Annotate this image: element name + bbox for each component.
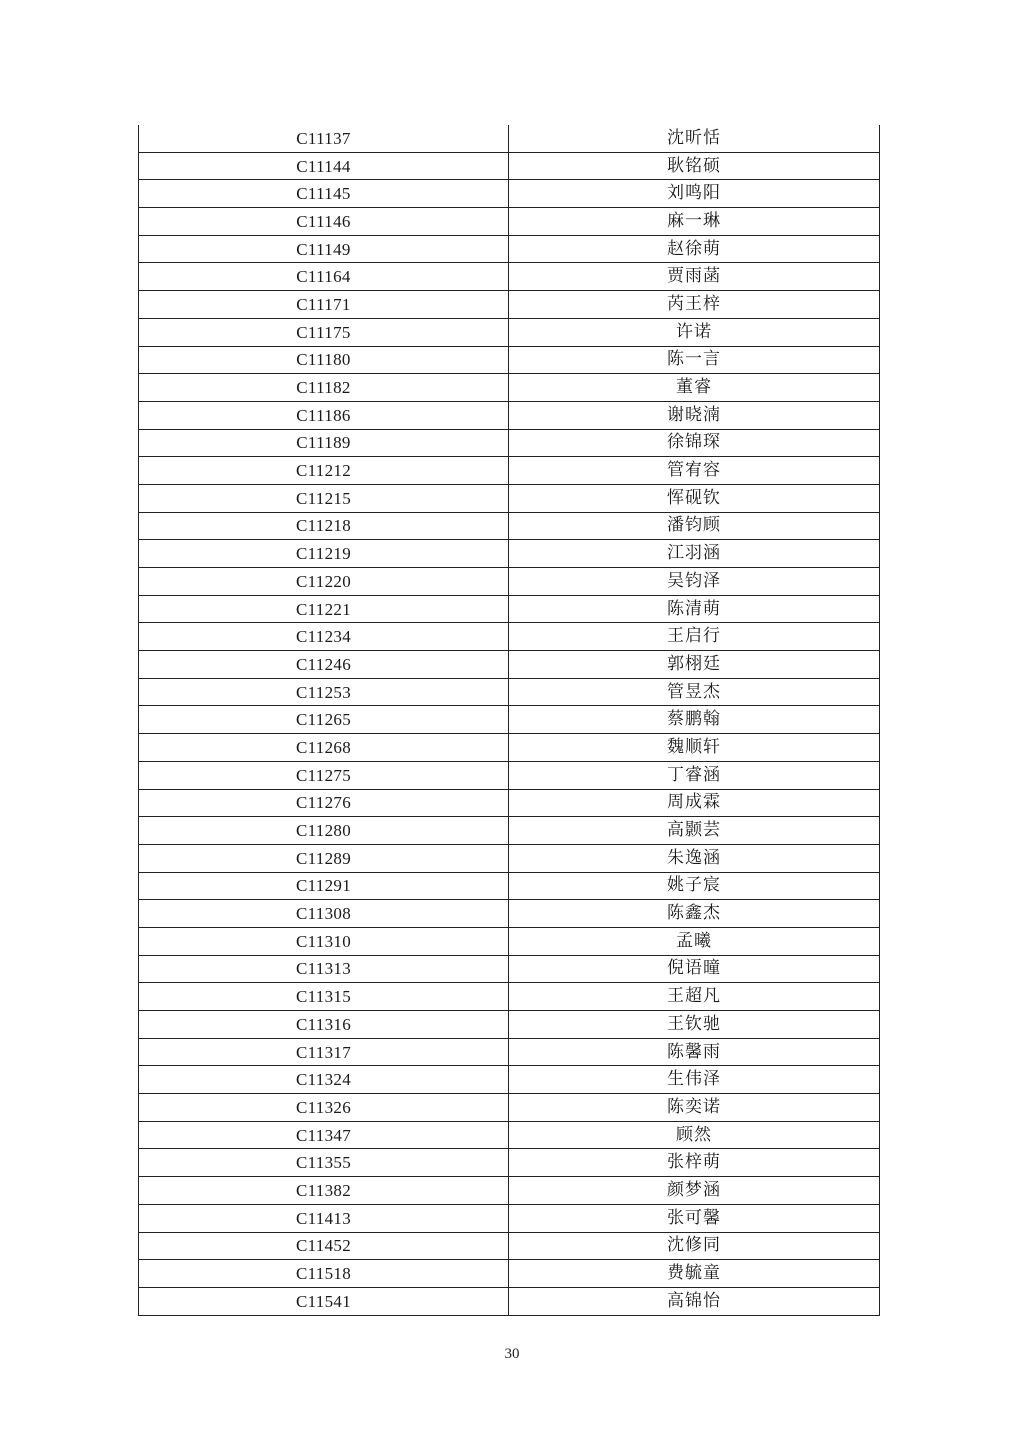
candidate-code-cell: C11518 — [139, 1260, 509, 1288]
candidate-code-cell: C11175 — [139, 318, 509, 346]
table-row — [139, 844, 880, 872]
table-row — [139, 540, 880, 568]
candidate-code-cell: C11212 — [139, 457, 509, 485]
candidate-code-cell: C11234 — [139, 623, 509, 651]
table-row — [139, 457, 880, 485]
candidate-code-cell: C11137 — [139, 125, 509, 152]
candidate-code-cell: C11317 — [139, 1038, 509, 1066]
table-row — [139, 346, 880, 374]
candidate-name-cell: 王钦驰 — [509, 1011, 880, 1039]
candidate-code-cell: C11246 — [139, 651, 509, 679]
candidate-code-cell: C11276 — [139, 789, 509, 817]
candidate-code-cell: C11149 — [139, 235, 509, 263]
candidate-code-cell: C11280 — [139, 817, 509, 845]
candidate-code-cell: C11171 — [139, 291, 509, 319]
candidate-code-cell: C11310 — [139, 927, 509, 955]
table-row — [139, 208, 880, 236]
table-row — [139, 595, 880, 623]
table-row — [139, 927, 880, 955]
table-row — [139, 1066, 880, 1094]
candidate-name-cell: 陈奕诺 — [509, 1094, 880, 1122]
candidate-code-cell: C11218 — [139, 512, 509, 540]
table-row — [139, 623, 880, 651]
table-row — [139, 125, 880, 152]
table-row — [139, 1177, 880, 1205]
candidate-name-cell: 周成霖 — [509, 789, 880, 817]
table-row — [139, 955, 880, 983]
candidate-name-cell: 贾雨菡 — [509, 263, 880, 291]
candidate-name-cell: 顾然 — [509, 1121, 880, 1149]
candidate-name-cell: 恽砚钦 — [509, 484, 880, 512]
table-row — [139, 872, 880, 900]
table-row — [139, 152, 880, 180]
table-row — [139, 1287, 880, 1315]
candidate-code-cell: C11215 — [139, 484, 509, 512]
candidate-name-cell: 倪语曈 — [509, 955, 880, 983]
candidate-code-cell: C11180 — [139, 346, 509, 374]
candidate-code-cell: C11221 — [139, 595, 509, 623]
candidate-code-cell: C11313 — [139, 955, 509, 983]
table-row — [139, 1011, 880, 1039]
table-row — [139, 484, 880, 512]
table-row — [139, 180, 880, 208]
candidate-name-cell: 王启行 — [509, 623, 880, 651]
candidate-code-cell: C11219 — [139, 540, 509, 568]
candidate-name-cell: 吴钧泽 — [509, 568, 880, 596]
candidate-name-cell: 张可馨 — [509, 1204, 880, 1232]
table-row — [139, 1232, 880, 1260]
candidate-code-cell: C11265 — [139, 706, 509, 734]
candidate-name-cell: 陈清萌 — [509, 595, 880, 623]
candidate-name-cell: 赵徐萌 — [509, 235, 880, 263]
table-row — [139, 983, 880, 1011]
roster-table-body — [139, 125, 880, 1315]
table-row — [139, 401, 880, 429]
candidate-name-cell: 许诺 — [509, 318, 880, 346]
candidate-name-cell: 谢晓湳 — [509, 401, 880, 429]
candidate-code-cell: C11275 — [139, 761, 509, 789]
candidate-name-cell: 孟曦 — [509, 927, 880, 955]
candidate-name-cell: 耿铭硕 — [509, 152, 880, 180]
table-row — [139, 678, 880, 706]
candidate-code-cell: C11316 — [139, 1011, 509, 1039]
candidate-code-cell: C11315 — [139, 983, 509, 1011]
candidate-name-cell: 管昱杰 — [509, 678, 880, 706]
candidate-code-cell: C11253 — [139, 678, 509, 706]
candidate-name-cell: 蔡鹏翰 — [509, 706, 880, 734]
candidate-name-cell: 张梓萌 — [509, 1149, 880, 1177]
table-row — [139, 568, 880, 596]
candidate-name-cell: 徐锦琛 — [509, 429, 880, 457]
candidate-name-cell: 魏顺轩 — [509, 734, 880, 762]
candidate-name-cell: 刘鸣阳 — [509, 180, 880, 208]
roster-table — [138, 125, 880, 1316]
candidate-code-cell: C11347 — [139, 1121, 509, 1149]
candidate-code-cell: C11324 — [139, 1066, 509, 1094]
candidate-name-cell: 高颢芸 — [509, 817, 880, 845]
table-row — [139, 651, 880, 679]
candidate-name-cell: 高锦怡 — [509, 1287, 880, 1315]
candidate-name-cell: 沈修同 — [509, 1232, 880, 1260]
candidate-code-cell: C11413 — [139, 1204, 509, 1232]
table-row — [139, 1204, 880, 1232]
candidate-code-cell: C11291 — [139, 872, 509, 900]
candidate-name-cell: 生伟泽 — [509, 1066, 880, 1094]
table-row — [139, 1038, 880, 1066]
candidate-name-cell: 沈昕恬 — [509, 125, 880, 152]
candidate-name-cell: 麻一琳 — [509, 208, 880, 236]
table-row — [139, 1260, 880, 1288]
candidate-code-cell: C11189 — [139, 429, 509, 457]
table-row — [139, 235, 880, 263]
table-row — [139, 789, 880, 817]
candidate-name-cell: 陈一言 — [509, 346, 880, 374]
roster-table-container — [138, 125, 879, 1316]
table-row — [139, 817, 880, 845]
candidate-code-cell: C11308 — [139, 900, 509, 928]
candidate-code-cell: C11146 — [139, 208, 509, 236]
table-row — [139, 734, 880, 762]
candidate-name-cell: 王超凡 — [509, 983, 880, 1011]
table-row — [139, 706, 880, 734]
candidate-code-cell: C11186 — [139, 401, 509, 429]
candidate-code-cell: C11220 — [139, 568, 509, 596]
candidate-name-cell: 芮王梓 — [509, 291, 880, 319]
candidate-name-cell: 管宥容 — [509, 457, 880, 485]
candidate-name-cell: 朱逸涵 — [509, 844, 880, 872]
table-row — [139, 429, 880, 457]
table-row — [139, 1094, 880, 1122]
table-row — [139, 1121, 880, 1149]
candidate-code-cell: C11164 — [139, 263, 509, 291]
candidate-name-cell: 姚子宸 — [509, 872, 880, 900]
candidate-code-cell: C11355 — [139, 1149, 509, 1177]
candidate-name-cell: 丁睿涵 — [509, 761, 880, 789]
candidate-code-cell: C11145 — [139, 180, 509, 208]
candidate-code-cell: C11289 — [139, 844, 509, 872]
table-row — [139, 374, 880, 402]
candidate-code-cell: C11182 — [139, 374, 509, 402]
table-row — [139, 900, 880, 928]
candidate-name-cell: 董睿 — [509, 374, 880, 402]
table-row — [139, 1149, 880, 1177]
candidate-code-cell: C11144 — [139, 152, 509, 180]
candidate-code-cell: C11382 — [139, 1177, 509, 1205]
candidate-name-cell: 郭栩廷 — [509, 651, 880, 679]
candidate-name-cell: 江羽涵 — [509, 540, 880, 568]
candidate-code-cell: C11268 — [139, 734, 509, 762]
table-row — [139, 263, 880, 291]
table-row — [139, 761, 880, 789]
candidate-code-cell: C11326 — [139, 1094, 509, 1122]
candidate-name-cell: 颜梦涵 — [509, 1177, 880, 1205]
table-row — [139, 318, 880, 346]
page-number: 30 — [504, 1346, 520, 1362]
candidate-name-cell: 陈鑫杰 — [509, 900, 880, 928]
candidate-name-cell: 陈馨雨 — [509, 1038, 880, 1066]
candidate-name-cell: 费毓童 — [509, 1260, 880, 1288]
table-row — [139, 291, 880, 319]
candidate-code-cell: C11452 — [139, 1232, 509, 1260]
candidate-name-cell: 潘钧顾 — [509, 512, 880, 540]
candidate-code-cell: C11541 — [139, 1287, 509, 1315]
table-row — [139, 512, 880, 540]
